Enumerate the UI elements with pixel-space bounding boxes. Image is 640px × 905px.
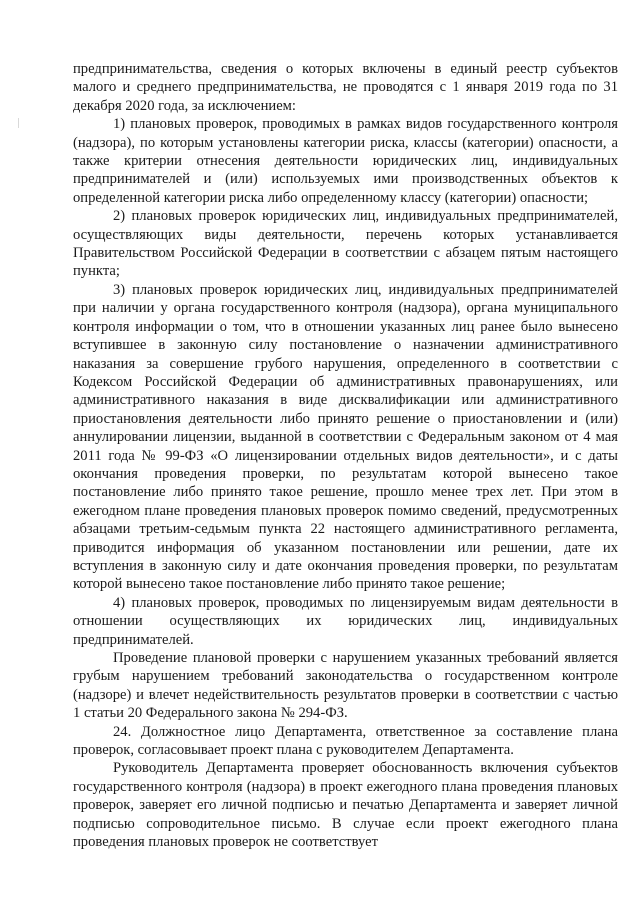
document-body	[73, 60, 618, 851]
paragraph-continuation: предпринимательства, сведения о которых включены в единый реестр субъектов малого и среднего предпринимательства, не проводятся с 1 января 2019 года по 31 декабря 2020 года, за исключением:	[73, 61, 618, 114]
paragraph-item-4: 4) плановых проверок, проводимых по лицензируемым видам деятельности в отношении осуществляющих их юридических лиц, индивидуальных предпринимателей.	[73, 594, 618, 648]
paragraph-violation-note: Проведение плановой проверки с нарушением указанных требований является грубым нарушением требований законодательства о государственном контроле (надзоре) и влечет недействительность результатов проверки в соответствии с частью 1 статьи 20 Федерального закона № 294-ФЗ.	[73, 650, 618, 722]
paragraph-item-2: 2) плановых проверок юридических лиц, индивидуальных предпринимателей, осуществляющих виды деятельности, перечень которых устанавливается Правительством Российской Федерации в соответствии с абзацем пятым настоящего пункта;	[73, 208, 618, 280]
paragraph-item-1: 1) плановых проверок, проводимых в рамках видов государственного контроля (надзора), по которым установлены категории риска, классы (категории) опасности, а также критерии отнесения деятельности юридических лиц, индивидуальных предпринимателей и (или) используемых ими производственных объектов к определенной категории риска либо определенному классу (категории) опасности;	[73, 116, 618, 206]
paragraph-item-3: 3) плановых проверок юридических лиц, индивидуальных предпринимателей при наличии у органа государственного контроля (надзора), органа муниципального контроля информации о том, что в отношении указанных лиц ранее было вынесено вступившее в законную силу постановление о назначении административного наказания за совершение грубого нарушения, определенного в соответствии с Кодексом Российской Федерации об административных правонарушениях, или административного наказания в виде дисквалификации или административного приостановления деятельности либо принято решение о приостановлении и (или) аннулировании лицензии, выданной в соответствии с Федеральным законом от 4 мая 2011 года № 99-ФЗ «О лицензировании отдельных видов деятельности», и с даты окончания проведения проверки, по результатам которой вынесено такое постановление либо принято такое решение, прошло менее трех лет. При этом в ежегодном плане проведения плановых проверок помимо сведений, предусмотренных абзацами третьим-седьмым пункта 22 настоящего административного регламента, приводится информация об указанном постановлении или решении, дате их вступления в законную силу и дате окончания проведения проверки, по результатам которой вынесено такое постановление либо принято такое решение;	[73, 281, 618, 593]
margin-mark	[18, 118, 19, 128]
paragraph-head-review: Руководитель Департамента проверяет обоснованность включения субъектов государственного контроля (надзора) в проект ежегодного плана проведения плановых проверок, заверяет его личной подписью и печатью Департамента и заверяет личной подписью сопроводительное письмо. В случае если проект ежегодного плана проведения плановых проверок не соответствует	[73, 760, 618, 851]
paragraph-section-24: 24. Должностное лицо Департамента, ответственное за составление плана проверок, согласовывает проект плана с руководителем Департамента.	[73, 723, 618, 759]
